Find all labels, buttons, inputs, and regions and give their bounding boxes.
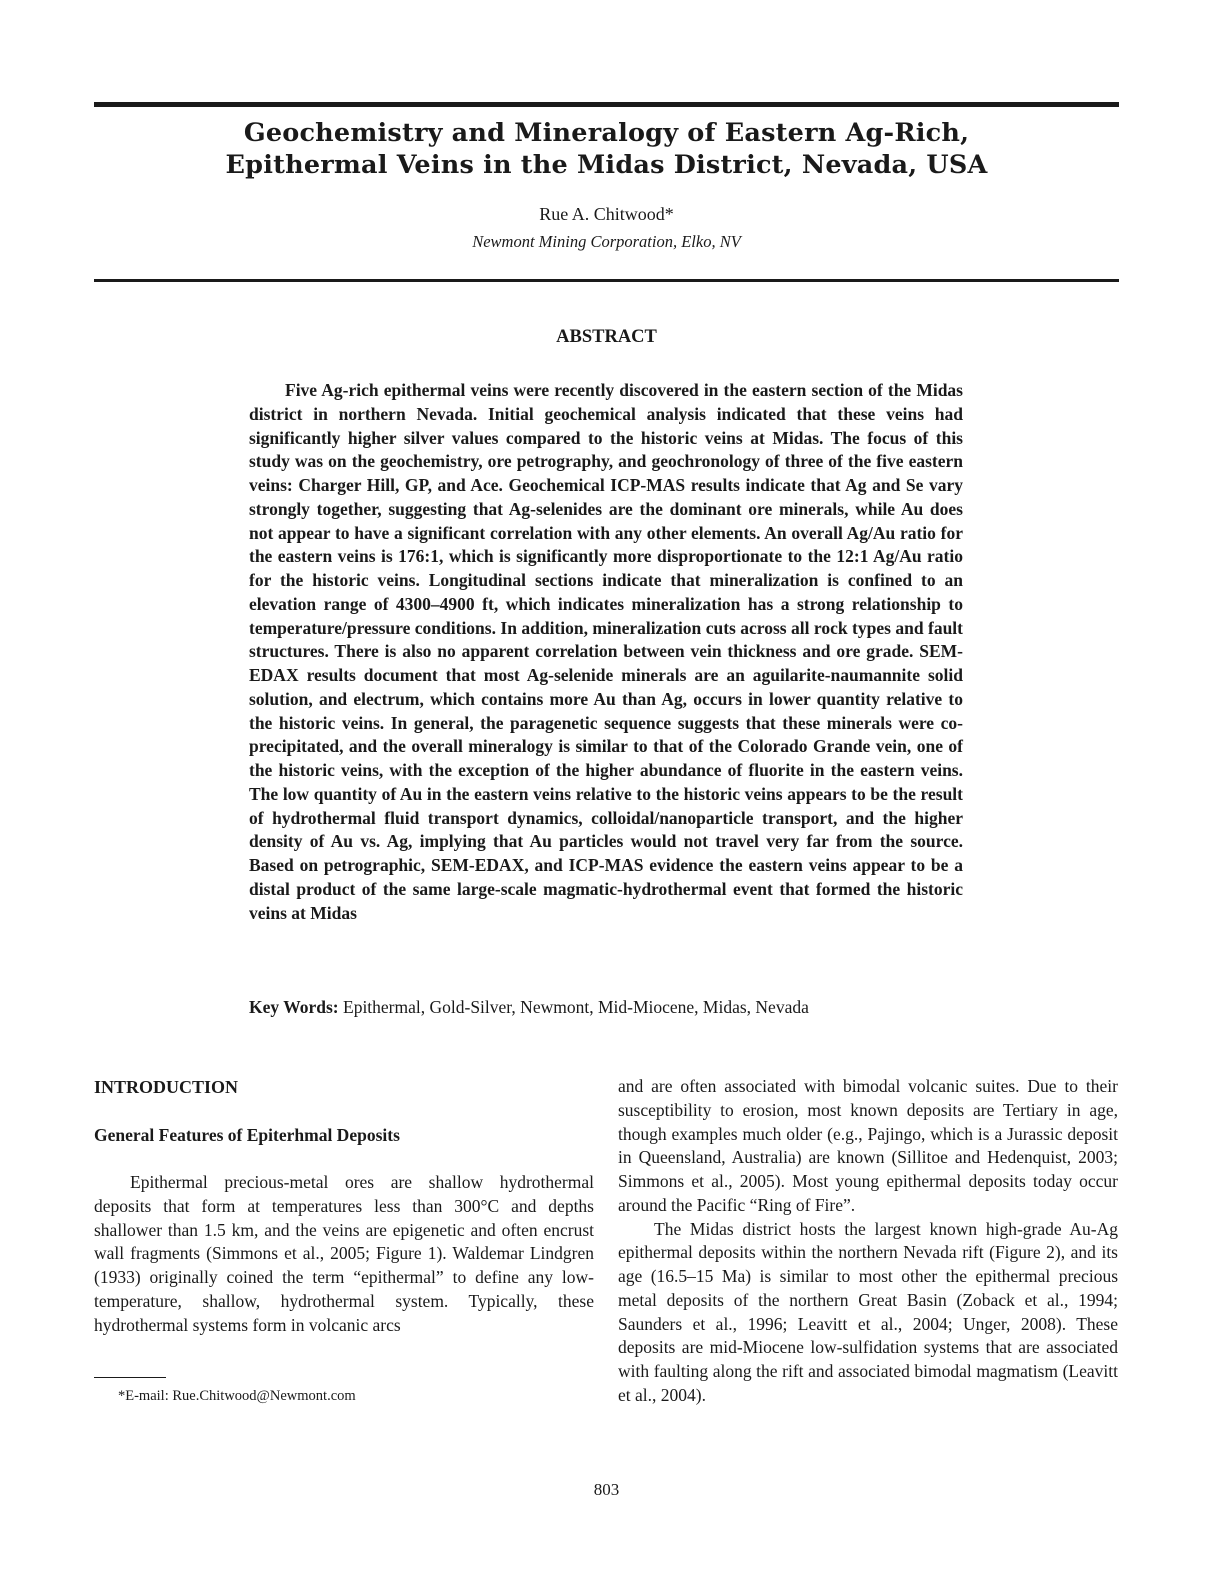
left-column [94, 1075, 594, 1337]
keywords-text: Epithermal, Gold-Silver, Newmont, Mid-Miocene, Midas, Nevada [343, 997, 809, 1017]
title-line-1: Geochemistry and Mineralogy of Eastern Ag-Rich, [243, 118, 970, 148]
author-name: Rue A. Chitwood* [539, 204, 674, 224]
paper-title [94, 117, 1119, 181]
intro-paragraph-2: The Midas district hosts the largest known high-grade Au-Ag epithermal deposits within the northern Nevada rift (Figure 2), and its age (16.5–15 Ma) is similar to most other the epithermal precious metal deposits of the northern Great Basin (Zoback et al., 1994; Saunders et al., 1996; Leavitt et al., 2004; Unger, 2008). These deposits are mid-Miocene low-sulfidation systems that are associated with faulting along the rift and associated bimodal magmatism (Leavitt et al., 2004). [618, 1218, 1118, 1405]
keywords-label: Key Words: [249, 997, 339, 1017]
section-heading-introduction: INTRODUCTION [94, 1077, 239, 1097]
right-column [618, 1075, 1118, 1408]
footnote-rule [94, 1377, 166, 1378]
page-number: 803 [593, 1480, 620, 1499]
title-line-2: Epithermal Veins in the Midas District, Nevada, USA [225, 150, 988, 180]
subsection-heading: General Features of Epiterhmal Deposits [94, 1125, 400, 1145]
abstract-text: Five Ag-rich epithermal veins were recently discovered in the eastern section of the Midas district in northern Nevada. Initial geochemical analysis indicated that these veins had significantly higher silver values compared to the historic veins at Midas. The focus of this study was on the geochemistry, ore petrography, and geochronology of three of the five eastern veins: Charger Hill, GP, and Ace. Geochemical ICP-MAS results indicate that Ag and Se vary strongly together, suggesting that Ag-selenides are the dominant ore minerals, while Au does not appear to have a significant correlation with any other elements. An overall Ag/Au ratio for the eastern veins is 176:1, which is significantly more disproportionate to the 12:1 Ag/Au ratio for the historic veins. Longitudinal sections indicate that mineralization is confined to an elevation range of 4300–4900 ft, which indicates mineralization has a strong relationship to temperature/pressure conditions. In addition, mineralization cuts across all rock types and fault structures. There is also no apparent correlation between vein thickness and ore grade. SEM-EDAX results document that most Ag-selenide minerals are an aguilarite-naumannite solid solution, and electrum, which contains more Au than Ag, occurs in lower quantity relative to the historic veins. In general, the paragenetic sequence suggests that these minerals were co-precipitated, and the overall mineralogy is similar to that of the Colorado Grande vein, one of the historic veins, with the exception of the higher abundance of fluorite in the eastern veins. The low quantity of Au in the eastern veins relative to the historic veins appears to be the result of hydrothermal fluid transport dynamics, colloidal/nanoparticle transport, and the higher density of Au vs. Ag, implying that Au particles would not travel very far from the source. Based on petrographic, SEM-EDAX, and ICP-MAS evidence the eastern veins appear to be a distal product of the same large-scale magmatic-hydrothermal event that formed the historic veins at Midas [249, 380, 963, 923]
intro-paragraph-1-continued: and are often associated with bimodal volcanic suites. Due to their susceptibility to erosion, most known deposits are Tertiary in age, though examples much older (e.g., Pajingo, which is a Jurassic deposit in Queensland, Australia) are known (Sillitoe and Hedenquist, 2003; Simmons et al., 2005). Most young epithermal deposits today occur around the Pacific “Ring of Fire”. [618, 1076, 1118, 1215]
keywords [249, 997, 963, 1018]
intro-paragraph-1: Epithermal precious-metal ores are shallow hydrothermal deposits that form at temperatures less than 300°C and depths shallower than 1.5 km, and the veins are epigenetic and often encrust wall fragments (Simmons et al., 2005; Figure 1). Waldemar Lindgren (1933) originally coined the term “epithermal” to define any low-temperature, shallow, hydrothermal system. Typically, these hydrothermal systems form in volcanic arcs [94, 1172, 594, 1335]
top-rule [94, 102, 1119, 107]
abstract-heading: ABSTRACT [556, 327, 657, 347]
author-affiliation: Newmont Mining Corporation, Elko, NV [472, 232, 741, 251]
header-rule [94, 279, 1119, 282]
footnote-email: *E-mail: Rue.Chitwood@Newmont.com [118, 1388, 356, 1404]
